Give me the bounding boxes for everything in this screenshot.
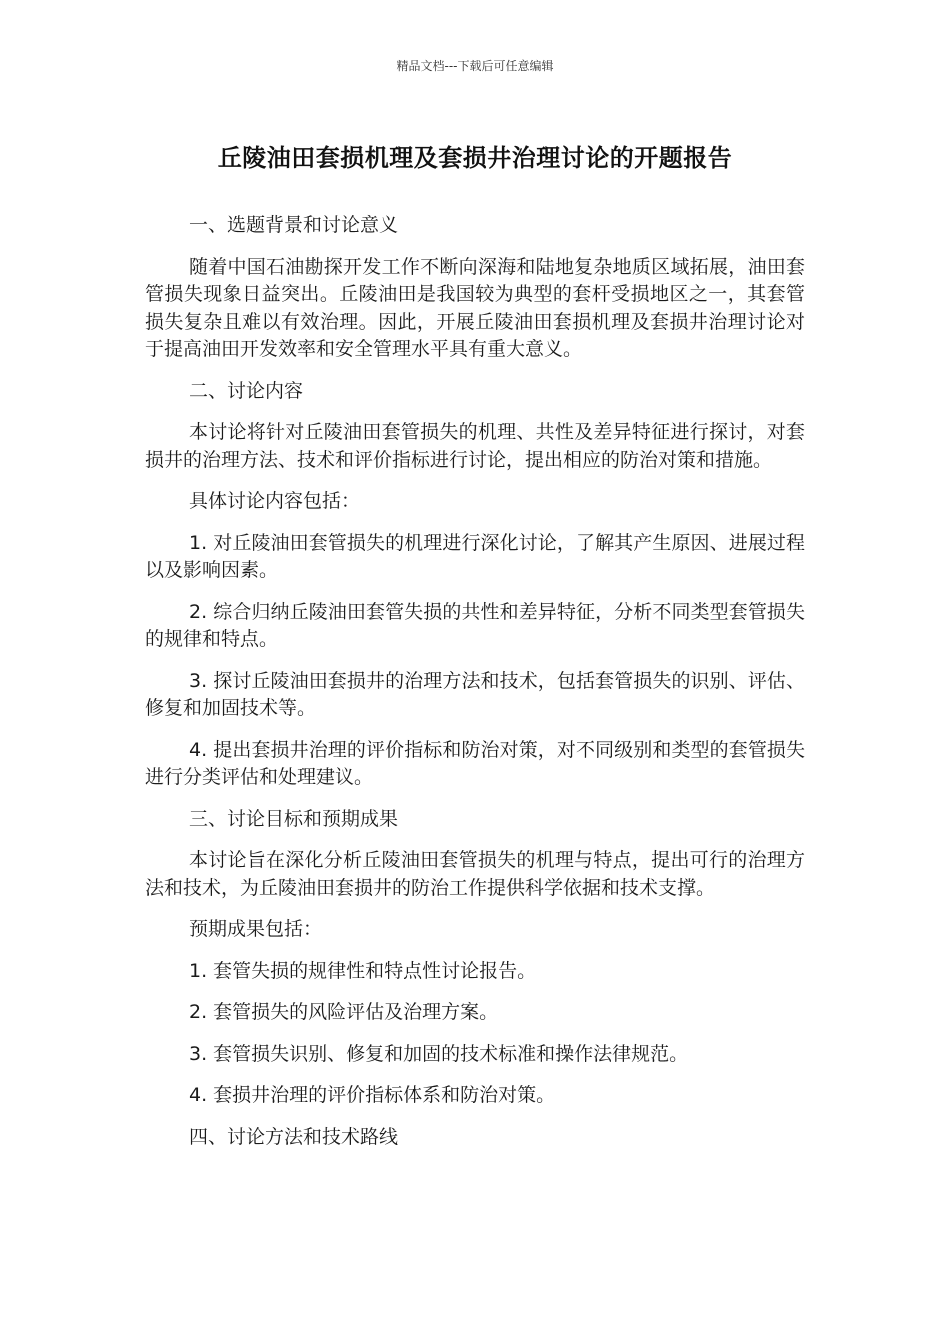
paragraph-goals: 本讨论旨在深化分析丘陵油田套管损失的机理与特点，提出可行的治理方法和技术，为丘陵油田套损井的防治工作提供科学依据和技术支撑。 (145, 849, 805, 899)
paragraph-background: 随着中国石油勘探开发工作不断向深海和陆地复杂地质区域拓展，油田套管损失现象日益突出。丘陵油田是我国较为典型的套杆受损地区之一，其套管损失复杂且难以有效治理。因此，开展丘陵油田套损机理及套损井治理讨论对于提高油田开发效率和安全管理水平具有重大意义。 (145, 255, 805, 360)
paragraph-outcomes-lead: 预期成果包括： (189, 918, 323, 940)
section-heading-content: 二、讨论内容 (189, 379, 304, 402)
header-note: 精品文档---下载后可任意编辑 (396, 59, 554, 73)
list-item: 1. 对丘陵油田套管损失的机理进行深化讨论，了解其产生原因、进展过程以及影响因素。 (145, 531, 805, 581)
list-item: 4. 套损井治理的评价指标体系和防治对策。 (189, 1084, 556, 1106)
document-body (145, 212, 805, 1165)
list-item: 2. 综合归纳丘陵油田套管失损的共性和差异特征，分析不同类型套管损失的规律和特点。 (145, 600, 805, 650)
section-heading-goals: 三、讨论目标和预期成果 (189, 807, 399, 830)
list-item: 2. 套管损失的风险评估及治理方案。 (189, 1001, 499, 1023)
list-item: 1. 套管失损的规律性和特点性讨论报告。 (189, 959, 537, 982)
section-heading-methods: 四、讨论方法和技术路线 (189, 1125, 399, 1148)
paragraph-content-intro: 本讨论将针对丘陵油田套管损失的机理、共性及差异特征进行探讨，对套损井的治理方法、技术和评价指标进行讨论，提出相应的防治对策和措施。 (145, 421, 805, 471)
document-title: 丘陵油田套损机理及套损井治理讨论的开题报告 (217, 144, 733, 172)
list-item: 3. 套管损失识别、修复和加固的技术标准和操作法律规范。 (189, 1042, 689, 1065)
list-item: 4. 提出套损井治理的评价指标和防治对策，对不同级别和类型的套管损失进行分类评估和处理建议。 (145, 738, 805, 788)
list-item: 3. 探讨丘陵油田套损井的治理方法和技术，包括套管损失的识别、评估、修复和加固技术等。 (145, 669, 805, 719)
paragraph-content-list-lead: 具体讨论内容包括： (189, 490, 361, 512)
section-heading-background: 一、选题背景和讨论意义 (189, 214, 399, 236)
